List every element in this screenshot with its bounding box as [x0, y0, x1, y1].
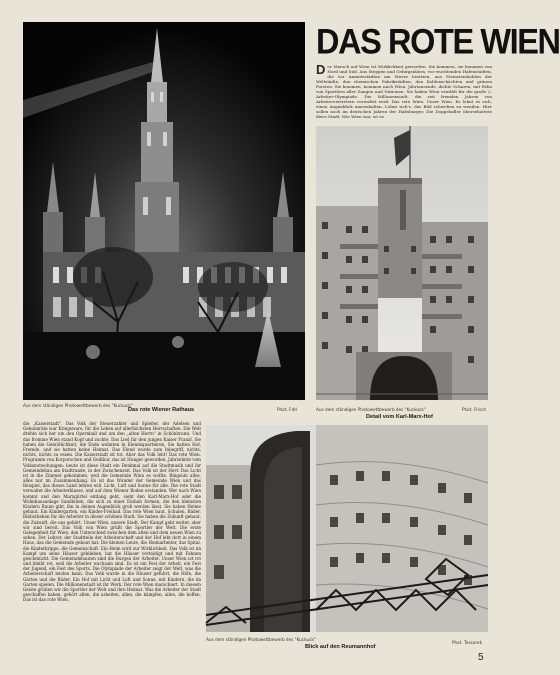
karl-marx-hof-photo: [316, 126, 488, 400]
night-photo-photographer: Phot. Fdd: [277, 407, 297, 412]
reumannhof-illustration: [206, 425, 488, 632]
night-photo-credit: Aus dem ständigen Photowettbewerb des "Kuckuck": [23, 403, 133, 408]
night-photo-caption: Das rote Wiener Rathaus: [128, 407, 195, 413]
rathaus-night-photo: [23, 22, 305, 400]
reumannhof-photo: [206, 425, 488, 632]
hof-photo-photographer: Phot. Tessarek: [452, 640, 483, 645]
hof-photo-credit: Aus dem ständigen Photowettbewerb des "Kuckuck": [206, 637, 316, 642]
building-photo-caption: Detail vom Karl-Marx-Hof: [366, 414, 433, 420]
rathaus-illustration: [23, 22, 305, 400]
page-number: 5: [478, 652, 484, 663]
drop-cap: D: [316, 62, 326, 77]
intro-text: er Marsch auf Wien ist Wirklichkeit geworden. Sie kommen, sie kommen von Nord und Süd. Aus Steppen und Gebirgstälern, vor wuchtenden Hafenstädten, die vor Anmutsstädten am Meere besitzen, aus Steinsteinkohlen der Weltstädte, den rheinischen Fabrikstädten, den Kohlenschächten und grünen Forsten. Sie kommen, kommen nach Wien. Jahrtausende, dichte Scharen, mit Fahn von Sportlern aller Zungen und Nationen. Sie haben Wien erwählt für die große 2. Arbeiter-Olympiade. Die Millionenstadt, die seit fremden Jahren von Arbeitervertretern verwaltet wird. Das rote Wien. Unser Wien. Es lohnt es sich, einen Augenblick innezuhalten. Lohnt sich's, das Bild schweben zu wenden. Hier sollen noch im deutschen Jahren der Habsburger. Die Doppeladler übersehattete diese Stadt. Wie Wien war, ist es: [316, 64, 492, 119]
building-photo-photographer: Phot. Frisch: [462, 407, 487, 412]
intro-paragraph: [316, 64, 492, 123]
article-body: die „Kaiserstadt". Das Volk der Steuerzahler und Spießer, der Adelsen und Geheimräte war Kriegsware, für die Leben auf allerhöchsten Herrschaften. Die Welt drehte sich her um den Opernball und um den „alten Herrn" in Schönbrunn. Und das fromme Wien stand Kopf und zuckte. Das Lied für den jungen Kaiser Franzl. Sie haben die Gemütlichkeit, die Ende wohnten in Elendsquartieren, Sie hatten Hof, Fremde, und sie hatten keine Heimat. Das Elend wurde zum Inbegriff, nichts, nichts, nichts zu essen. Die Kaiserstadt ist tot. Aber das Volk lebt! Das rote Wien. Programm von Korporschen und Geißbur, das ist Hunger geworden. Jahrzehnte vom Volksnotwohungen: heute ist diese Stadt ein Denkmal auf die Stadtmusik und ihr Gemeindebau am Stadtrande, in der Zwischenzeit. Das Volk ist der Herr. Das Licht ist in die Zimmer gekommen, weil die Gemeinde Wien es wollte. Ringsum alles, alles nur im Zusammenhang. Es ist das Wunder der Gemeinde Wien und das Beispiel, das dieses Land lehren will. Licht, Luft und Sonne für alle. Die rote Stadt verwaltet die Arbeiterklasse, und auf dem Wiener Boden erstanden. Wer nach Wien kommt und den Marxgürtel entlang geht, sieht den Karl-Marx-Hof oder die Wohnhausanlage Sandleiten, die sich zu einer Einheit formen, die den kleinsten Kindern Raum gibt, ihn in deinen Augenblick groß werden lässt. Sie haben Heime gebaut. Ein Kindergarten, ein Kinder-Freibad. Das rote Wien baut, Schulen, Bäder, Bibliotheken für die Arbeiter in dieser schönen Stadt. Sie haben die Zukunft gebaut, die Zukunft, die uns gehört. Unser Wien, unsere Stadt. Der Kampf geht weiter, aber wir sind bereit. Das Volk von Wien grüßt die Sportler der Welt. Die erste Gelegenheit für Wien, den Unterschied zwischen dem alten und dem neuen Wien zu sehen. Der Lehrer, der Stadtteile der Arbeiterschaft und der Hof lebt dort in einem Haus, das die Gemeinde gebaut hat. Die kleinen Leute, die Heimarbeiter, das Spital, die Kinderkrippe, die Gemeinschaft. Ein Heim wird zur Wirklichkeit. Das Volk ist im Kampf um seine Häuser geblieben, hat die Häuser verteidigt und mit Fahnen geschmückt. Die Gemeindebauten sind die Burgen der Arbeiter. Unser Wien ist rot und bleibt rot, weil die Arbeiter wachsam sind. Es ist ein Fest der Arbeit, ein Fest der Jugend, ein Fest des Sports. Die Olympiade der Arbeiter zeigt der Welt, was die Arbeiterschaft leisten kann. Das Volk wurde in die Häuser geführt, die Höfe, die Gärten und die Bäder. Ein Hof mit Licht und Luft und Sonne, mit Kindern, die im Garten spielen. Die Millionenstadt ist ihr Werk. Der rote Wien marschiert. In diesem Geiste grüßen wir die Sportler der Welt und ihre Heimat. Was die Arbeiter der Stadt geschaffen haben, gehört allen, die arbeiten, allen, die kämpfen, allen, die hoffen. Das ist das rote Wien.: [23, 421, 201, 603]
hof-photo-caption: Blick auf den Reumannhof: [305, 644, 376, 650]
headline: DAS ROTE WIEN: [316, 22, 560, 61]
building-photo-credit: Aus dem ständigen Photowettbewerb des "Kuckuck": [316, 407, 426, 412]
karl-marx-hof-illustration: [316, 126, 488, 400]
